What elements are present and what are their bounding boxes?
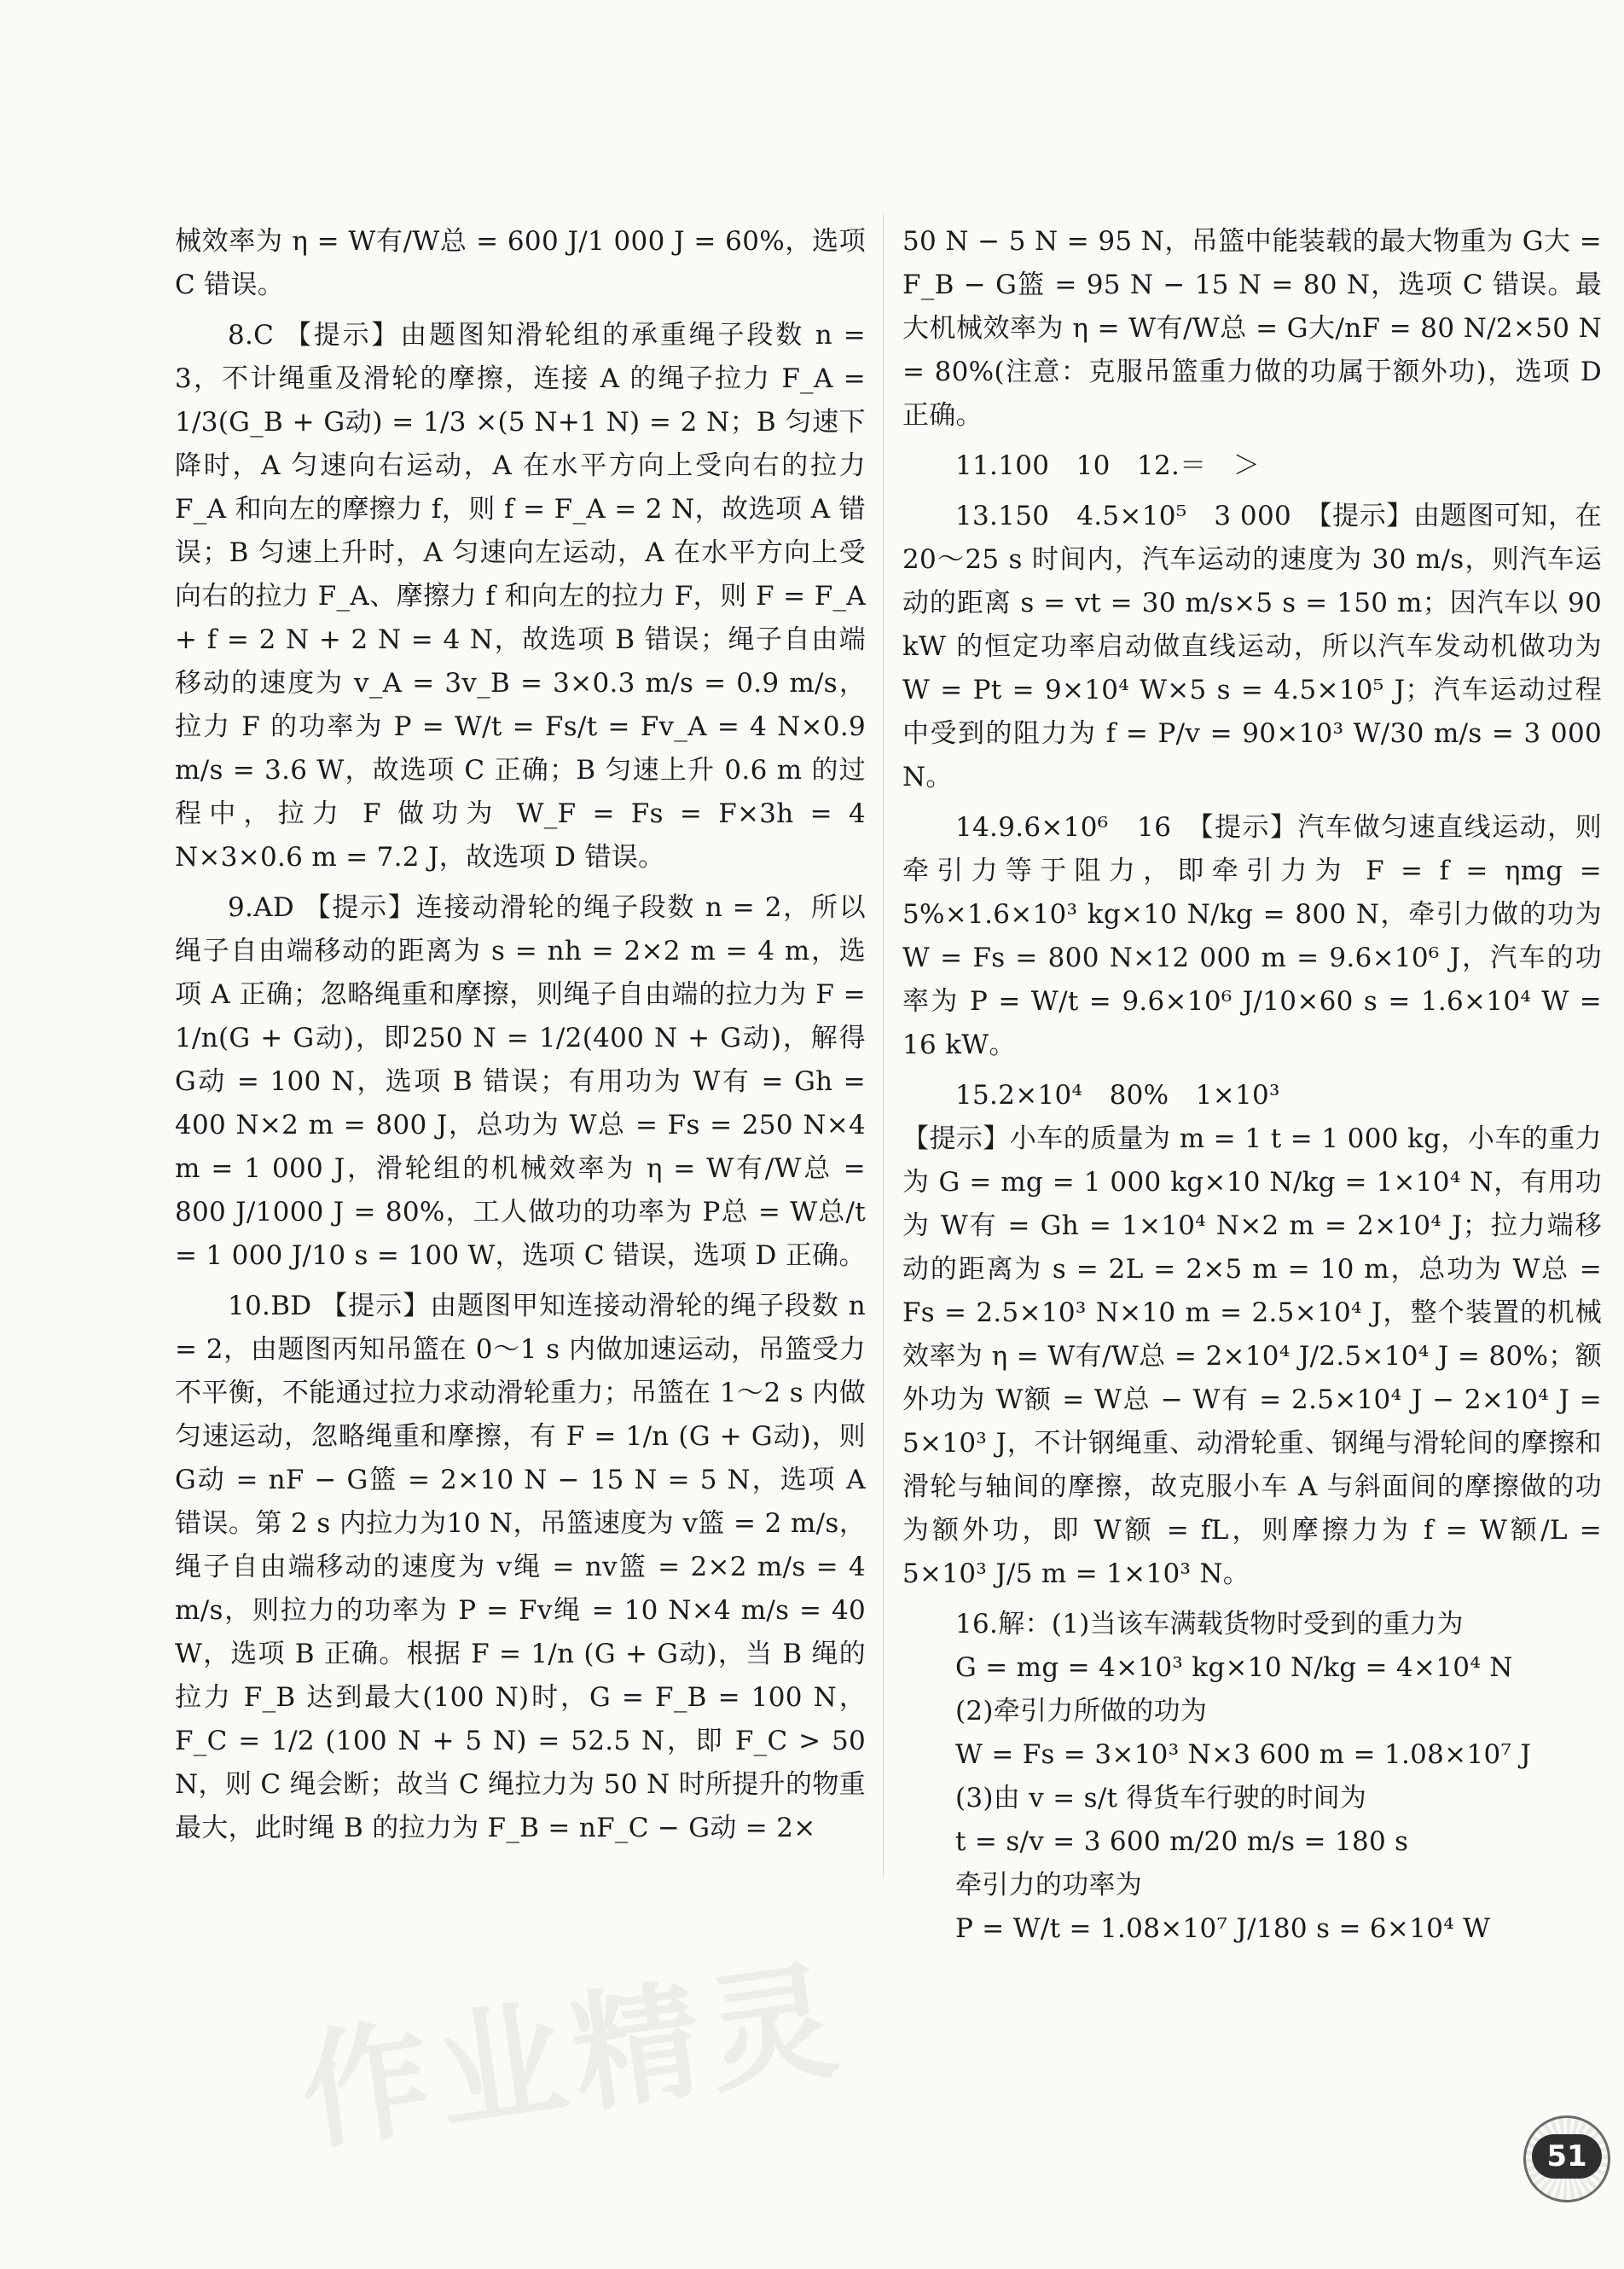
right-column xyxy=(902,220,1602,1951)
page-number-badge xyxy=(1523,2115,1609,2201)
answer-16-line-1: G = mg = 4×10³ kg×10 N/kg = 4×10⁴ N xyxy=(955,1652,1513,1683)
left-column xyxy=(175,220,866,1850)
answer-16-line-5: t = s/v = 3 600 m/20 m/s = 180 s xyxy=(955,1826,1409,1857)
answer-16-line-7: P = W/t = 1.08×10⁷ J/180 s = 6×10⁴ W xyxy=(955,1913,1491,1944)
watermark: 作业精灵 xyxy=(292,1946,854,2169)
answer-11-12: 11.100 10 12.＝ ＞ xyxy=(955,450,1261,481)
answer-16-line-3: W = Fs = 3×10³ N×3 600 m = 1.08×10⁷ J xyxy=(955,1739,1532,1770)
answer-15: 15.2×10⁴ 80% 1×10³ xyxy=(955,1080,1280,1111)
answer-10: 10.BD 【提示】由题图甲知连接动滑轮的绳子段数 n = 2，由题图丙知吊篮在 0～1 s 内做加速运动，吊篮受力不平衡，不能通过拉力求动滑轮重力；吊篮在 1～2 s 内做匀速运动，忽略绳重和摩擦，有 F = 1/n (G + G动)，则 G动 = nF − G篮 = 2×10 N − 15 N = 5 N，选项 A 错误。第 2 s 内拉力为10 N，吊篮速度为 v篮 = 2 m/s，绳子自由端移动的速度为 v绳 = nv篮 = 2×2 m/s = 4 m/s，则拉力的功率为 P = Fv绳 = 10 N×4 m/s = 40 W，选项 B 正确。根据 F = 1/n (G + G动)，当 B 绳的拉力 F_B 达到最大(100 N)时，G = F_B = 100 N，F_C = 1/2 (100 N + 5 N) = 52.5 N，即 F_C > 50 N，则 C 绳会断；故当 C 绳拉力为 50 N 时所提升的物重最大，此时绳 B 的拉力为 F_B = nF_C − G动 = 2× xyxy=(175,1291,866,1843)
answer-16-line-4: (3)由 v = s/t 得货车行驶的时间为 xyxy=(955,1783,1367,1813)
answer-16-title: 16.解：(1)当该车满载货物时受到的重力为 xyxy=(955,1609,1464,1639)
answer-16-line-6: 牵引力的功率为 xyxy=(955,1870,1143,1901)
answer-8: 8.C 【提示】由题图知滑轮组的承重绳子段数 n = 3，不计绳重及滑轮的摩擦，连接 A 的绳子拉力 F_A = 1/3(G_B + G动) = 1/3 ×(5 N+1 N) = 2 N；B 匀速下降时，A 匀速向右运动，A 在水平方向上受向右的拉力 F_A 和向左的摩擦力 f，则 f = F_A = 2 N，故选项 A 错误；B 匀速上升时，A 匀速向左运动，A 在水平方向上受向右的拉力 F_A、摩擦力 f 和向左的拉力 F，则 F = F_A + f = 2 N + 2 N = 4 N，故选项 B 错误；绳子自由端移动的速度为 v_A = 3v_B = 3×0.3 m/s = 0.9 m/s，拉力 F 的功率为 P = W/t = Fs/t = Fv_A = 4 N×0.9 m/s = 3.6 W，故选项 C 正确；B 匀速上升 0.6 m 的过程中，拉力 F 做功为 W_F = Fs = F×3h = 4 N×3×0.6 m = 7.2 J，故选项 D 错误。 xyxy=(175,320,866,873)
answer-16-line-2: (2)牵引力所做的功为 xyxy=(955,1696,1208,1726)
answer-13: 13.150 4.5×10⁵ 3 000 【提示】由题图可知，在 20～25 s 时间内，汽车运动的速度为 30 m/s，则汽车运动的距离 s = vt = 30 m/s×5 s = 150 m；因汽车以 90 kW 的恒定功率启动做直线运动，所以汽车发动机做功为 W = Pt = 9×10⁴ W×5 s = 4.5×10⁵ J；汽车运动过程中受到的阻力为 f = P/v = 90×10³ W/30 m/s = 3 000 N。 xyxy=(902,501,1602,792)
answer-10-tail: 50 N − 5 N = 95 N，吊篮中能装载的最大物重为 G大 = F_B − G篮 = 95 N − 15 N = 80 N，选项 C 错误。最大机械效率为 η = W有/W总 = G大/nF = 80 N/2×50 N = 80%(注意：克服吊篮重力做的功属于额外功)，选项 D 正确。 xyxy=(902,226,1602,431)
answer-15-hint: 【提示】小车的质量为 m = 1 t = 1 000 kg，小车的重力为 G = mg = 1 000 kg×10 N/kg = 1×10⁴ N，有用功为 W有 = Gh = 1×10⁴ N×2 m = 2×10⁴ J；拉力端移动的距离为 s = 2L = 2×5 m = 10 m，总功为 W总 = Fs = 2.5×10³ N×10 m = 2.5×10⁴ J，整个装置的机械效率为 η = W有/W总 = 2×10⁴ J/2.5×10⁴ J = 80%；额外功为 W额 = W总 − W有 = 2.5×10⁴ J − 2×10⁴ J = 5×10³ J，不计钢绳重、动滑轮重、钢绳与滑轮间的摩擦和滑轮与轴间的摩擦，故克服小车 A 与斜面间的摩擦做的功为额外功，即 W额 = fL，则摩擦力为 f = W额/L = 5×10³ J/5 m = 1×10³ N。 xyxy=(902,1123,1602,1589)
answer-14: 14.9.6×10⁶ 16 【提示】汽车做匀速直线运动，则牵引力等于阻力，即牵引力为 F = f = ηmg = 5%×1.6×10³ kg×10 N/kg = 800 N，牵引力做的功为 W = Fs = 800 N×12 000 m = 9.6×10⁶ J，汽车的功率为 P = W/t = 9.6×10⁶ J/10×60 s = 1.6×10⁴ W = 16 kW。 xyxy=(902,812,1603,1060)
column-divider xyxy=(883,213,884,1877)
answer-7-tail: 械效率为 η = W有/W总 = 600 J/1 000 J = 60%，选项 C 错误。 xyxy=(175,226,866,300)
answer-9: 9.AD 【提示】连接动滑轮的绳子段数 n = 2，所以绳子自由端移动的距离为 s = nh = 2×2 m = 4 m，选项 A 正确；忽略绳重和摩擦，则绳子自由端的拉力为 F = 1/n(G + G动)，即250 N = 1/2(400 N + G动)，解得 G动 = 100 N，选项 B 错误；有用功为 W有 = Gh = 400 N×2 m = 800 J，总功为 W总 = Fs = 250 N×4 m = 1 000 J，滑轮组的机械效率为 η = W有/W总 = 800 J/1000 J = 80%，工人做功的功率为 P总 = W总/t = 1 000 J/10 s = 100 W，选项 C 错误，选项 D 正确。 xyxy=(175,892,866,1271)
page-number: 51 xyxy=(1532,2134,1602,2179)
